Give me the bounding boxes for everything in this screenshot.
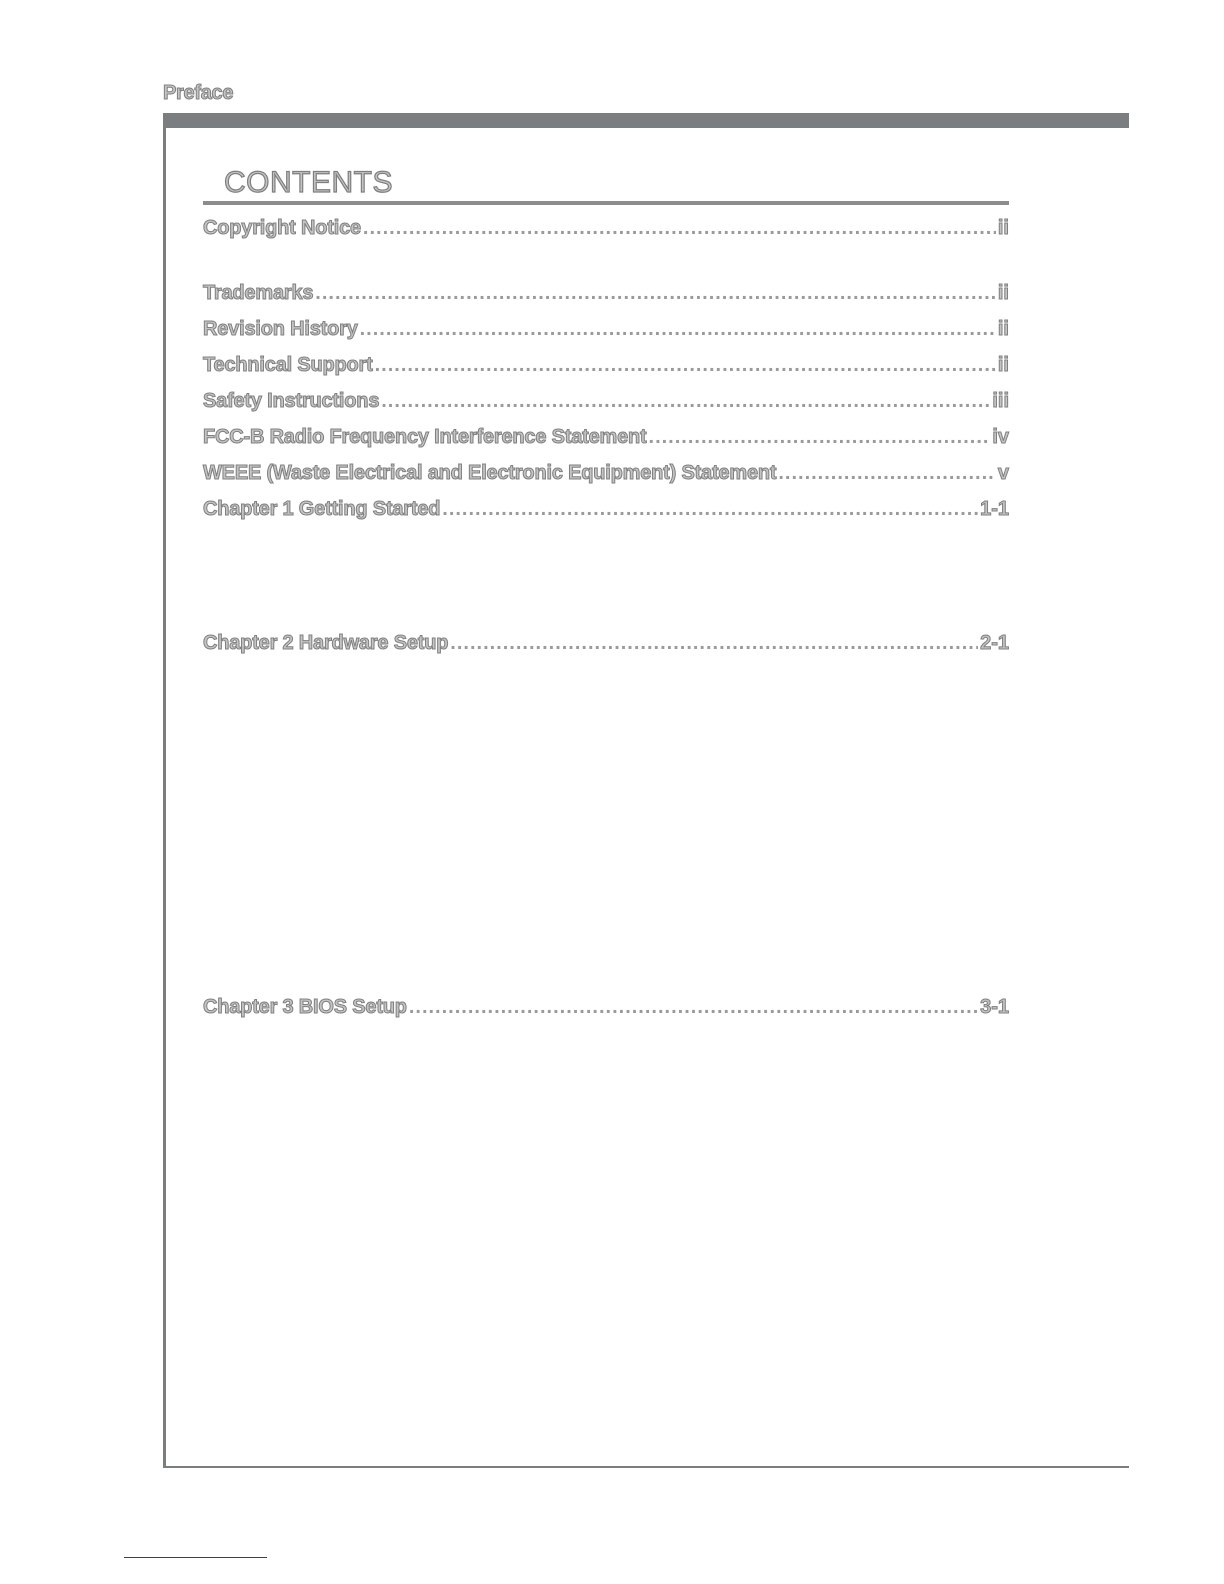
toc-entry-page: iv	[992, 426, 1009, 448]
toc-entry-page: v	[997, 462, 1009, 484]
toc-entry-label: Chapter 2 Hardware Setup	[203, 632, 449, 654]
toc-entry-weee-statement[interactable]	[203, 462, 1009, 488]
bottom-page-rule	[163, 1466, 1129, 1468]
toc-entry-chapter-3[interactable]	[203, 996, 1009, 1022]
toc-entry-label: Revision History	[203, 318, 358, 340]
toc-entry-copyright-notice[interactable]	[203, 217, 1009, 243]
toc-entry-safety-instructions[interactable]	[203, 390, 1009, 416]
contents-title: CONTENTS	[224, 166, 393, 199]
toc-entry-label: Chapter 1 Getting Started	[203, 498, 441, 520]
toc-entry-chapter-2[interactable]	[203, 632, 1009, 658]
header-bar	[163, 113, 1129, 128]
toc-entry-page: ii	[997, 318, 1009, 340]
toc-entry-trademarks[interactable]	[203, 282, 1009, 308]
toc-entry-label: Technical Support	[203, 354, 373, 376]
toc-entry-chapter-1[interactable]	[203, 498, 1009, 524]
toc-entry-page: ii	[997, 282, 1009, 304]
toc-entry-label: FCC-B Radio Frequency Interference Statement	[203, 426, 647, 448]
toc-entry-revision-history[interactable]	[203, 318, 1009, 344]
toc-entry-page: 3-1	[980, 996, 1009, 1018]
toc-leader-dots	[649, 426, 991, 449]
toc-leader-dots	[381, 390, 990, 413]
toc-leader-dots	[360, 318, 996, 341]
toc-entry-label: WEEE (Waste Electrical and Electronic Equipment) Statement	[203, 462, 777, 484]
toc-leader-dots	[778, 462, 996, 485]
toc-entry-page: ii	[997, 217, 1009, 239]
toc-entry-technical-support[interactable]	[203, 354, 1009, 380]
toc-leader-dots	[409, 996, 978, 1019]
toc-entry-page: ii	[997, 354, 1009, 376]
toc-leader-dots	[442, 498, 978, 521]
toc-entry-label: Chapter 3 BIOS Setup	[203, 996, 407, 1018]
toc-entry-page: iii	[992, 390, 1009, 412]
left-page-rule	[163, 113, 166, 1468]
toc-entry-label: Trademarks	[203, 282, 314, 304]
toc-leader-dots	[375, 354, 996, 377]
toc-entry-label: Safety Instructions	[203, 390, 380, 412]
toc-leader-dots	[450, 632, 978, 655]
toc-leader-dots	[363, 217, 996, 240]
toc-entry-label: Copyright Notice	[203, 217, 361, 239]
toc-entry-fcc-b-statement[interactable]	[203, 426, 1009, 452]
contents-title-rule	[203, 201, 1009, 205]
toc-entry-page: 1-1	[980, 498, 1009, 520]
toc-leader-dots	[315, 282, 996, 305]
toc-entry-page: 2-1	[980, 632, 1009, 654]
footer-link-underline[interactable]	[124, 1557, 267, 1558]
section-label: Preface	[163, 82, 234, 104]
